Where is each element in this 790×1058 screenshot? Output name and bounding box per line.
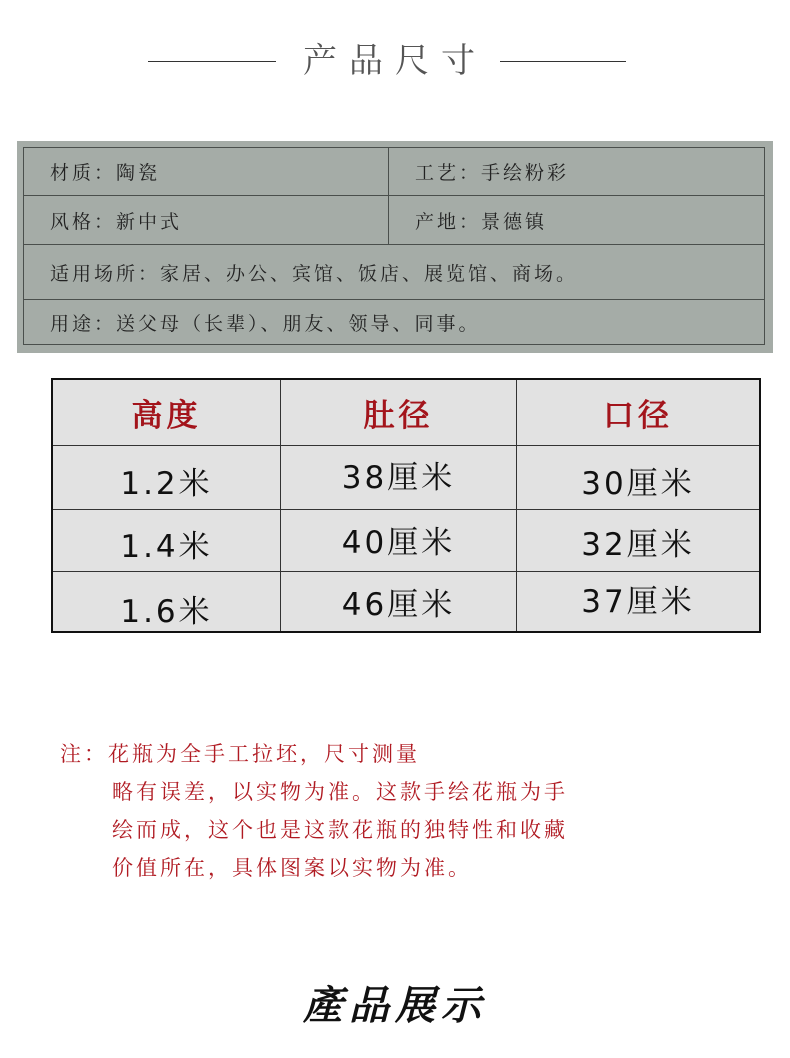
table-row (53, 446, 759, 510)
info-craft: 工艺：手绘粉彩 (415, 162, 570, 184)
cell-height: 1.6米 (120, 594, 213, 630)
cell-mouth-diameter: 37厘米 (581, 584, 695, 620)
note-line: 略有误差，以实物为准。这款手绘花瓶为手 (112, 780, 568, 804)
table-row (53, 572, 759, 631)
note-line: 绘而成，这个也是这款花瓶的独特性和收藏 (112, 818, 568, 842)
info-row-purpose (24, 300, 764, 344)
header-mouth-diameter: 口径 (603, 398, 673, 434)
craft-note (60, 735, 740, 887)
size-table (51, 378, 761, 633)
cell-belly-diameter: 46厘米 (341, 587, 456, 623)
info-row-places (24, 245, 764, 300)
table-header-row (53, 380, 759, 446)
section-title-row (0, 38, 790, 84)
product-info-grid (23, 147, 765, 345)
cell-belly-diameter: 38厘米 (341, 460, 456, 496)
cell-belly-diameter: 40厘米 (341, 525, 456, 561)
product-info-panel (17, 141, 773, 353)
cell-height: 1.4米 (120, 529, 213, 565)
title-right-rule (500, 61, 626, 62)
info-row-material (24, 148, 764, 196)
header-belly-diameter: 肚径 (363, 398, 434, 434)
table-row (53, 510, 759, 572)
info-row-style (24, 196, 764, 245)
info-purpose: 用途：送父母（长辈）、朋友、领导、同事。 (50, 312, 481, 335)
info-style: 风格：新中式 (50, 210, 183, 233)
cell-mouth-diameter: 30厘米 (581, 466, 695, 502)
product-showcase-title: 產品展示 (303, 982, 487, 1029)
page-title: 产品尺寸 (303, 41, 487, 81)
info-origin: 产地：景德镇 (415, 210, 548, 233)
cell-mouth-diameter: 32厘米 (581, 527, 695, 563)
note-line: 价值所在，具体图案以实物为准。 (112, 856, 472, 880)
header-height: 高度 (131, 398, 202, 434)
info-usage-places: 适用场所：家居、办公、宾馆、饭店、展览馆、商场。 (50, 262, 579, 285)
cell-height: 1.2米 (120, 466, 213, 502)
note-line: 注：花瓶为全手工拉坯，尺寸测量 (60, 742, 420, 766)
info-material: 材质：陶瓷 (50, 162, 161, 184)
